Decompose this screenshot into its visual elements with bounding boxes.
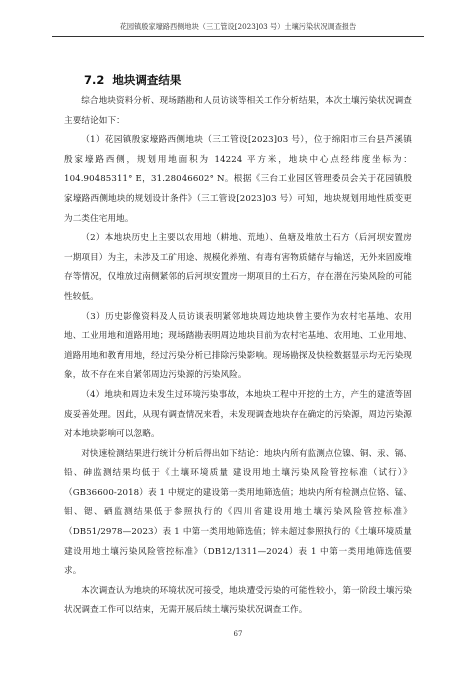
- paragraph-rapid-test-results: 对快速检测结果进行统计分析后得出如下结论：地块内所有监测点位镍、铜、汞、镉、铅、砷监测结果均低于《土壤环境质量 建设用地土壤污染风险管控标准（试行）》（GB36600-2018）表 1 中规定的建设第一类用地筛选值；地块内所有检测点位铬、锰、钼、锶、硒监测结果低于参照执行的《四川省建设用地土壤污染风险管控标准》（DB51/2978—2023）表 1 中第一类用地筛选值；锌未超过参照执行的《土壤环境质量 建设用地土壤污染风险管控标准》（DB12/1311—2024）表 1 中第一类用地筛选值要求。: [64, 448, 412, 577]
- page-number: 67: [233, 630, 243, 638]
- paragraph-conclusion-4: （4）地块和周边未发生过环境污染事故，本地块工程中开挖的土方，产生的建渣等固废妥善处理。因此，从现有调查情况来看，未发现调查地块存在确定的污染源，周边污染源对本地块影响可以忽略。: [64, 389, 412, 440]
- header-divider: [52, 36, 424, 37]
- paragraph-conclusion-1: （1）花园镇殷家壕路西侧地块（三工管设[2023]03 号），位于绵阳市三台县芦溪镇殷家壕路西侧，规划用地面积为 14224 平方米，地块中心点经纬度坐标为：104.90485311° E，31.28046602° N。根据《三台工业园区管理委员会关于花园镇殷家壕路西侧地块的规划设计条件》（三工管设[2023]03 号）可知，地块规划用地性质变更为二类住宅用地。: [64, 135, 412, 224]
- paragraph-intro: 综合地块资料分析、现场踏勘和人员访谈等相关工作分析结果，本次土壤污染状况调查主要结论如下：: [64, 96, 412, 126]
- paragraph-conclusion-3: （3）历史影像资料及人员访谈表明紧邻地块周边地块曾主要作为农村宅基地、农用地、工业用地和道路用地；现场踏勘表明周边地块目前为农村宅基地、农用地、工业用地、道路用地和教育用地，经过污染分析已排除污染影响。现场勘探及快检数据显示均无污染现象，故不存在来自紧邻周边污染源的污染风险。: [64, 311, 412, 381]
- body-text: [64, 92, 412, 621]
- paragraph-conclusion-2: （2）本地块历史上主要以农用地（耕地、荒地）、鱼塘及堆放土石方（后河坝安置房一期项目）为主，未涉及工矿用途、规模化养殖、有毒有害物质储存与输送，无外来固废堆存等情况，仅堆放过南侧紧邻的后河坝安置房一期项目的土石方，存在潜在污染风险的可能性较低。: [64, 233, 412, 302]
- paragraph-final-conclusion: 本次调查认为地块的环境状况可接受，地块遭受污染的可能性较小，第一阶段土壤污染状况调查工作可以结束，无需开展后续土壤污染状况调查工作。: [64, 585, 412, 616]
- section-number: 7.2: [84, 73, 105, 87]
- section-title: 地块调查结果: [112, 73, 182, 87]
- section-heading: [84, 72, 181, 88]
- running-header: 花园镇殷家壕路西侧地块（三工管设[2023]03 号）土壤污染状况调查报告: [119, 22, 357, 31]
